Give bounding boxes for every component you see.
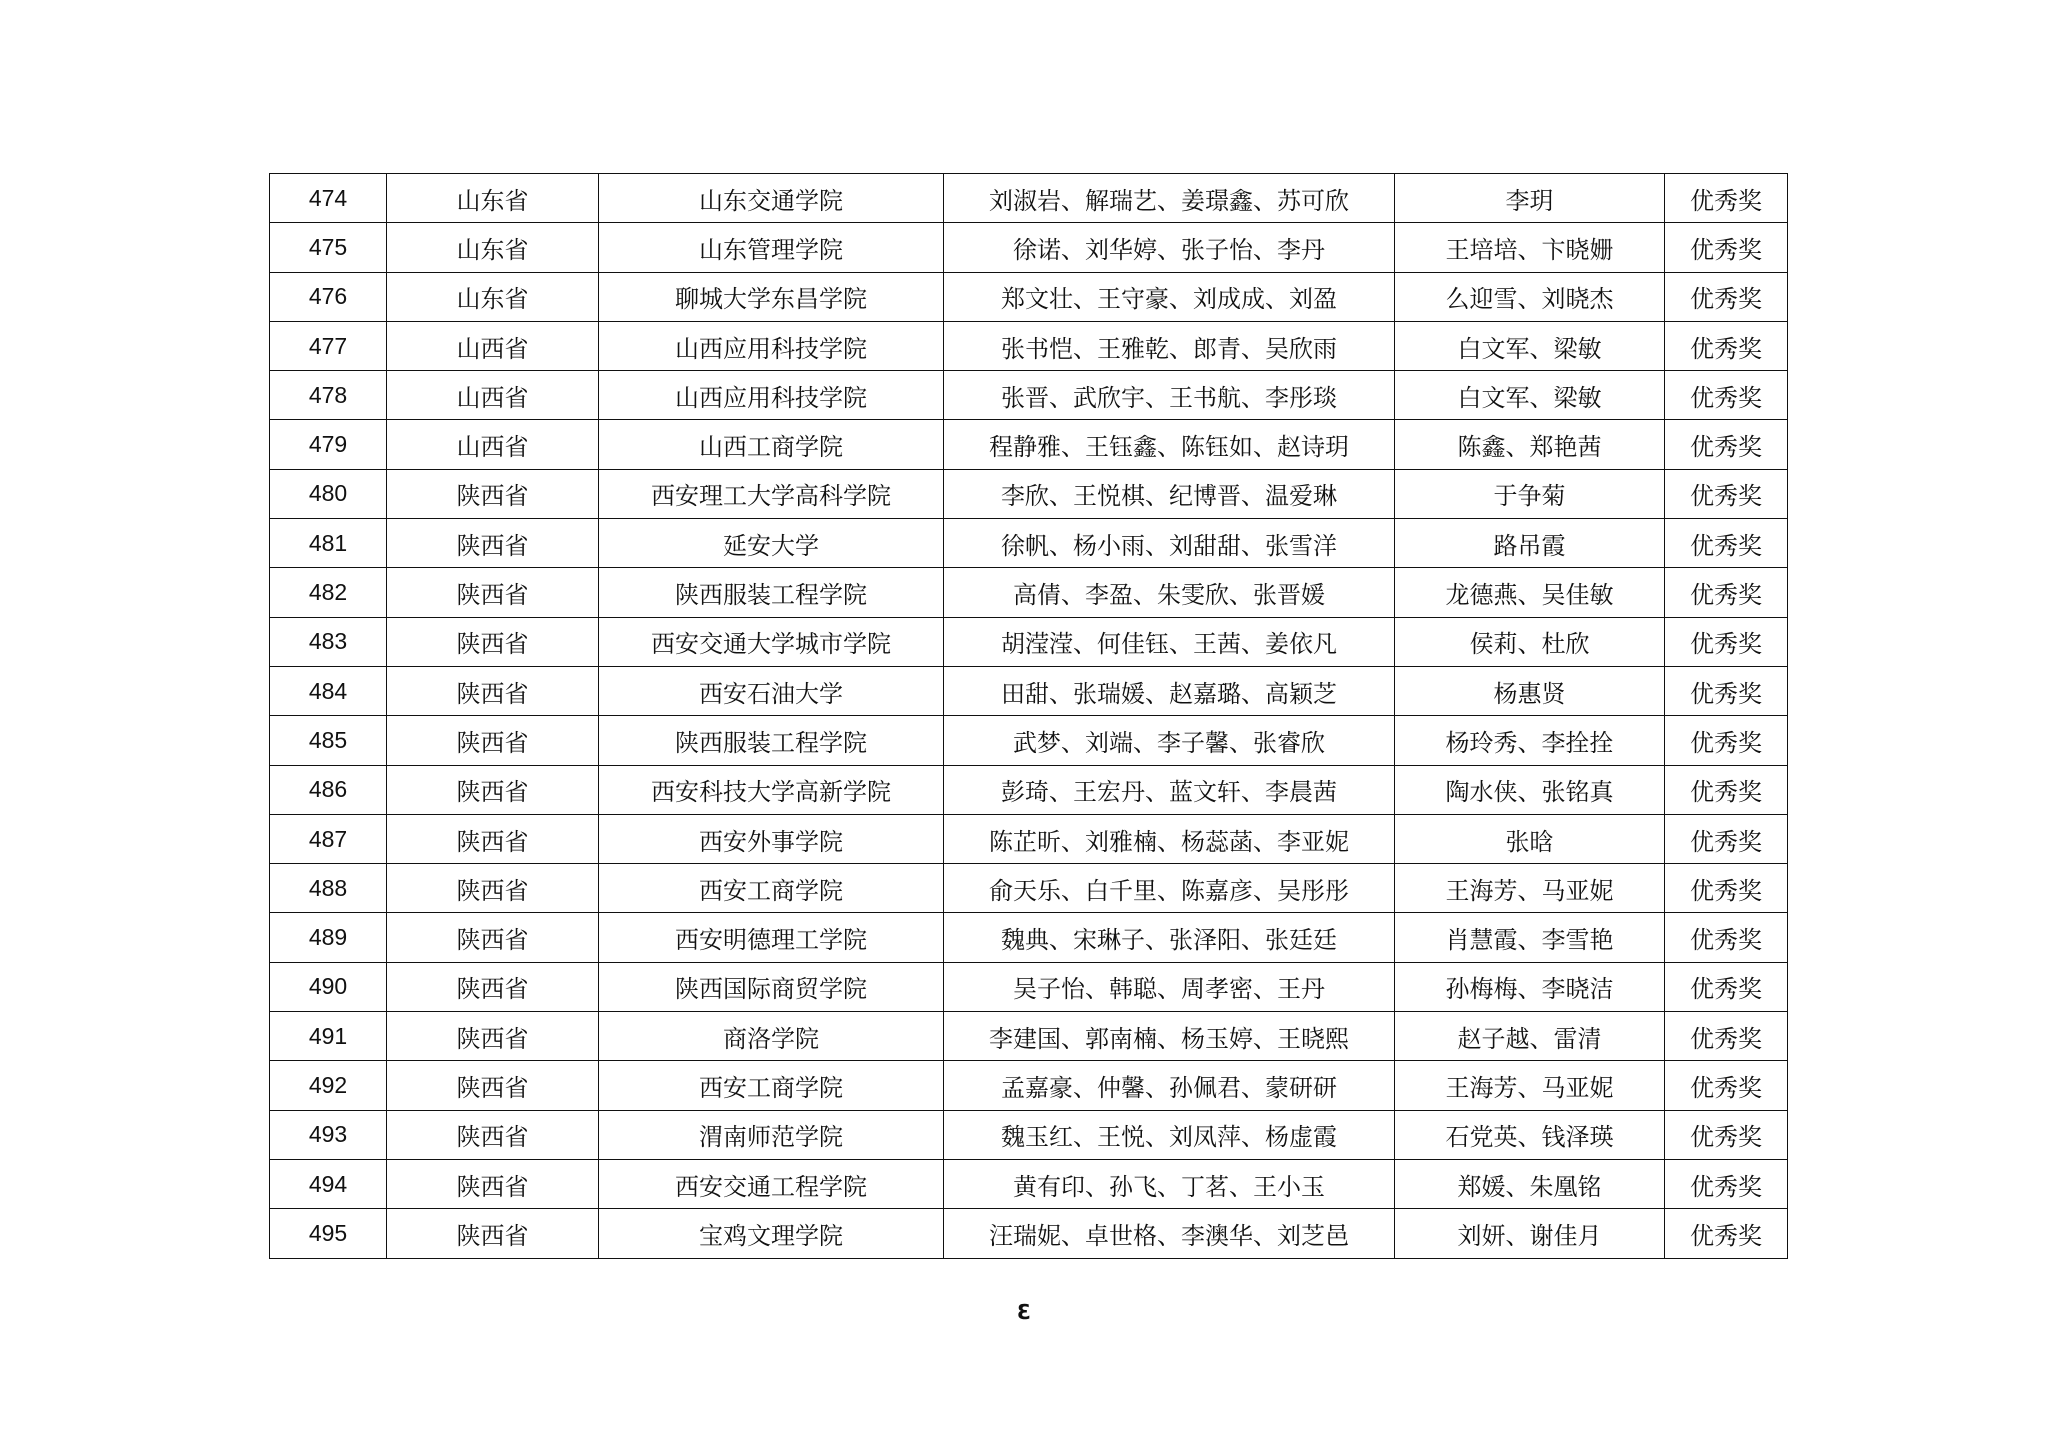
table-row bbox=[270, 666, 1788, 715]
cell-members: 李建国、郭南楠、杨玉婷、王晓熙 bbox=[944, 1012, 1395, 1061]
cell-award: 优秀奖 bbox=[1665, 371, 1788, 420]
cell-award: 优秀奖 bbox=[1665, 420, 1788, 469]
cell-school: 山东交通学院 bbox=[599, 174, 944, 223]
cell-award: 优秀奖 bbox=[1665, 864, 1788, 913]
award-table-body bbox=[270, 174, 1788, 1259]
cell-advisors: 郑媛、朱凰铭 bbox=[1395, 1159, 1665, 1208]
table-row bbox=[270, 223, 1788, 272]
cell-province: 陕西省 bbox=[387, 519, 599, 568]
cell-school: 西安工商学院 bbox=[599, 1061, 944, 1110]
cell-school: 西安交通大学城市学院 bbox=[599, 617, 944, 666]
cell-award: 优秀奖 bbox=[1665, 962, 1788, 1011]
cell-number: 482 bbox=[270, 568, 387, 617]
cell-school: 西安明德理工学院 bbox=[599, 913, 944, 962]
cell-award: 优秀奖 bbox=[1665, 814, 1788, 863]
cell-number: 486 bbox=[270, 765, 387, 814]
cell-number: 492 bbox=[270, 1061, 387, 1110]
table-row bbox=[270, 1110, 1788, 1159]
cell-school: 西安外事学院 bbox=[599, 814, 944, 863]
table-row bbox=[270, 617, 1788, 666]
cell-members: 徐诺、刘华婷、张子怡、李丹 bbox=[944, 223, 1395, 272]
table-row bbox=[270, 913, 1788, 962]
table-row bbox=[270, 469, 1788, 518]
table-row bbox=[270, 174, 1788, 223]
table-row bbox=[270, 1061, 1788, 1110]
cell-advisors: 李玥 bbox=[1395, 174, 1665, 223]
cell-advisors: 王海芳、马亚妮 bbox=[1395, 864, 1665, 913]
cell-number: 475 bbox=[270, 223, 387, 272]
table-row bbox=[270, 568, 1788, 617]
cell-award: 优秀奖 bbox=[1665, 1110, 1788, 1159]
cell-members: 张晋、武欣宇、王书航、李彤琰 bbox=[944, 371, 1395, 420]
cell-advisors: 肖慧霞、李雪艳 bbox=[1395, 913, 1665, 962]
cell-province: 山东省 bbox=[387, 174, 599, 223]
cell-school: 西安石油大学 bbox=[599, 666, 944, 715]
cell-number: 491 bbox=[270, 1012, 387, 1061]
cell-province: 陕西省 bbox=[387, 617, 599, 666]
cell-school: 山东管理学院 bbox=[599, 223, 944, 272]
cell-advisors: 赵子越、雷清 bbox=[1395, 1012, 1665, 1061]
cell-advisors: 白文军、梁敏 bbox=[1395, 321, 1665, 370]
table-row bbox=[270, 321, 1788, 370]
cell-award: 优秀奖 bbox=[1665, 519, 1788, 568]
cell-advisors: 石党英、钱泽瑛 bbox=[1395, 1110, 1665, 1159]
cell-advisors: 路吊霞 bbox=[1395, 519, 1665, 568]
cell-award: 优秀奖 bbox=[1665, 1159, 1788, 1208]
cell-advisors: 陈鑫、郑艳茜 bbox=[1395, 420, 1665, 469]
cell-members: 李欣、王悦棋、纪博晋、温爱琳 bbox=[944, 469, 1395, 518]
cell-advisors: 龙德燕、吴佳敏 bbox=[1395, 568, 1665, 617]
cell-advisors: 杨玲秀、李拴拴 bbox=[1395, 716, 1665, 765]
cell-province: 山西省 bbox=[387, 321, 599, 370]
cell-number: 484 bbox=[270, 666, 387, 715]
cell-members: 刘淑岩、解瑞艺、姜璟鑫、苏可欣 bbox=[944, 174, 1395, 223]
table-row bbox=[270, 864, 1788, 913]
cell-members: 张书恺、王雅乾、郎青、吴欣雨 bbox=[944, 321, 1395, 370]
cell-province: 陕西省 bbox=[387, 1012, 599, 1061]
cell-school: 渭南师范学院 bbox=[599, 1110, 944, 1159]
cell-province: 陕西省 bbox=[387, 1110, 599, 1159]
cell-advisors: 白文军、梁敏 bbox=[1395, 371, 1665, 420]
cell-number: 488 bbox=[270, 864, 387, 913]
table-row bbox=[270, 765, 1788, 814]
cell-members: 程静雅、王钰鑫、陈钰如、赵诗玥 bbox=[944, 420, 1395, 469]
cell-school: 陕西服装工程学院 bbox=[599, 568, 944, 617]
cell-number: 479 bbox=[270, 420, 387, 469]
table-row bbox=[270, 716, 1788, 765]
cell-number: 485 bbox=[270, 716, 387, 765]
cell-school: 陕西国际商贸学院 bbox=[599, 962, 944, 1011]
cell-award: 优秀奖 bbox=[1665, 666, 1788, 715]
cell-province: 陕西省 bbox=[387, 666, 599, 715]
cell-number: 487 bbox=[270, 814, 387, 863]
table-row bbox=[270, 814, 1788, 863]
cell-advisors: 孙梅梅、李晓洁 bbox=[1395, 962, 1665, 1011]
cell-members: 汪瑞妮、卓世格、李澳华、刘芝邑 bbox=[944, 1209, 1395, 1258]
table-row bbox=[270, 272, 1788, 321]
cell-number: 474 bbox=[270, 174, 387, 223]
cell-number: 494 bbox=[270, 1159, 387, 1208]
cell-province: 陕西省 bbox=[387, 469, 599, 518]
table-row bbox=[270, 519, 1788, 568]
table-row bbox=[270, 1209, 1788, 1258]
cell-members: 高倩、李盈、朱雯欣、张晋媛 bbox=[944, 568, 1395, 617]
cell-school: 聊城大学东昌学院 bbox=[599, 272, 944, 321]
cell-school: 陕西服装工程学院 bbox=[599, 716, 944, 765]
cell-number: 476 bbox=[270, 272, 387, 321]
table-row bbox=[270, 420, 1788, 469]
cell-province: 陕西省 bbox=[387, 568, 599, 617]
cell-members: 胡滢滢、何佳钰、王茜、姜依凡 bbox=[944, 617, 1395, 666]
cell-members: 田甜、张瑞媛、赵嘉璐、高颖芝 bbox=[944, 666, 1395, 715]
cell-award: 优秀奖 bbox=[1665, 765, 1788, 814]
cell-advisors: 刘妍、谢佳月 bbox=[1395, 1209, 1665, 1258]
cell-province: 陕西省 bbox=[387, 1159, 599, 1208]
cell-province: 山西省 bbox=[387, 420, 599, 469]
cell-province: 陕西省 bbox=[387, 962, 599, 1011]
cell-school: 山西应用科技学院 bbox=[599, 371, 944, 420]
cell-award: 优秀奖 bbox=[1665, 174, 1788, 223]
table-row bbox=[270, 962, 1788, 1011]
cell-award: 优秀奖 bbox=[1665, 469, 1788, 518]
cell-award: 优秀奖 bbox=[1665, 716, 1788, 765]
cell-award: 优秀奖 bbox=[1665, 223, 1788, 272]
cell-award: 优秀奖 bbox=[1665, 272, 1788, 321]
cell-school: 延安大学 bbox=[599, 519, 944, 568]
cell-number: 478 bbox=[270, 371, 387, 420]
cell-award: 优秀奖 bbox=[1665, 913, 1788, 962]
cell-members: 孟嘉豪、仲馨、孙佩君、蒙研研 bbox=[944, 1061, 1395, 1110]
cell-advisors: 于争菊 bbox=[1395, 469, 1665, 518]
cell-members: 吴子怡、韩聪、周孝密、王丹 bbox=[944, 962, 1395, 1011]
cell-advisors: 么迎雪、刘晓杰 bbox=[1395, 272, 1665, 321]
cell-advisors: 王培培、卞晓姗 bbox=[1395, 223, 1665, 272]
cell-advisors: 陶水侠、张铭真 bbox=[1395, 765, 1665, 814]
cell-award: 优秀奖 bbox=[1665, 617, 1788, 666]
cell-number: 477 bbox=[270, 321, 387, 370]
cell-province: 陕西省 bbox=[387, 1061, 599, 1110]
cell-number: 480 bbox=[270, 469, 387, 518]
cell-number: 495 bbox=[270, 1209, 387, 1258]
cell-number: 483 bbox=[270, 617, 387, 666]
cell-members: 武梦、刘端、李子馨、张睿欣 bbox=[944, 716, 1395, 765]
table-row bbox=[270, 371, 1788, 420]
cell-number: 490 bbox=[270, 962, 387, 1011]
table-row bbox=[270, 1159, 1788, 1208]
cell-school: 西安科技大学高新学院 bbox=[599, 765, 944, 814]
table-row bbox=[270, 1012, 1788, 1061]
cell-number: 493 bbox=[270, 1110, 387, 1159]
cell-province: 陕西省 bbox=[387, 765, 599, 814]
cell-number: 481 bbox=[270, 519, 387, 568]
cell-school: 西安工商学院 bbox=[599, 864, 944, 913]
cell-award: 优秀奖 bbox=[1665, 568, 1788, 617]
cell-school: 商洛学院 bbox=[599, 1012, 944, 1061]
cell-province: 山东省 bbox=[387, 223, 599, 272]
cell-school: 宝鸡文理学院 bbox=[599, 1209, 944, 1258]
cell-province: 陕西省 bbox=[387, 814, 599, 863]
cell-province: 陕西省 bbox=[387, 716, 599, 765]
cell-members: 魏典、宋琳子、张泽阳、张廷廷 bbox=[944, 913, 1395, 962]
cell-members: 陈芷昕、刘雅楠、杨蕊菡、李亚妮 bbox=[944, 814, 1395, 863]
cell-award: 优秀奖 bbox=[1665, 321, 1788, 370]
cell-school: 山西应用科技学院 bbox=[599, 321, 944, 370]
cell-members: 黄有印、孙飞、丁茗、王小玉 bbox=[944, 1159, 1395, 1208]
award-table bbox=[269, 173, 1788, 1259]
cell-advisors: 王海芳、马亚妮 bbox=[1395, 1061, 1665, 1110]
cell-number: 489 bbox=[270, 913, 387, 962]
cell-advisors: 侯莉、杜欣 bbox=[1395, 617, 1665, 666]
cell-school: 山西工商学院 bbox=[599, 420, 944, 469]
cell-members: 郑文壮、王守豪、刘成成、刘盈 bbox=[944, 272, 1395, 321]
cell-members: 魏玉红、王悦、刘凤萍、杨虚霞 bbox=[944, 1110, 1395, 1159]
cell-members: 彭琦、王宏丹、蓝文轩、李晨茜 bbox=[944, 765, 1395, 814]
cell-province: 山东省 bbox=[387, 272, 599, 321]
cell-award: 优秀奖 bbox=[1665, 1012, 1788, 1061]
cell-members: 徐帆、杨小雨、刘甜甜、张雪洋 bbox=[944, 519, 1395, 568]
cell-province: 陕西省 bbox=[387, 1209, 599, 1258]
cell-advisors: 杨惠贤 bbox=[1395, 666, 1665, 715]
cell-province: 陕西省 bbox=[387, 864, 599, 913]
cell-province: 陕西省 bbox=[387, 913, 599, 962]
cell-province: 山西省 bbox=[387, 371, 599, 420]
page-number: Ɛ bbox=[1017, 1300, 1031, 1324]
cell-award: 优秀奖 bbox=[1665, 1209, 1788, 1258]
cell-school: 西安交通工程学院 bbox=[599, 1159, 944, 1208]
cell-advisors: 张晗 bbox=[1395, 814, 1665, 863]
cell-award: 优秀奖 bbox=[1665, 1061, 1788, 1110]
cell-members: 俞天乐、白千里、陈嘉彦、吴彤彤 bbox=[944, 864, 1395, 913]
cell-school: 西安理工大学高科学院 bbox=[599, 469, 944, 518]
